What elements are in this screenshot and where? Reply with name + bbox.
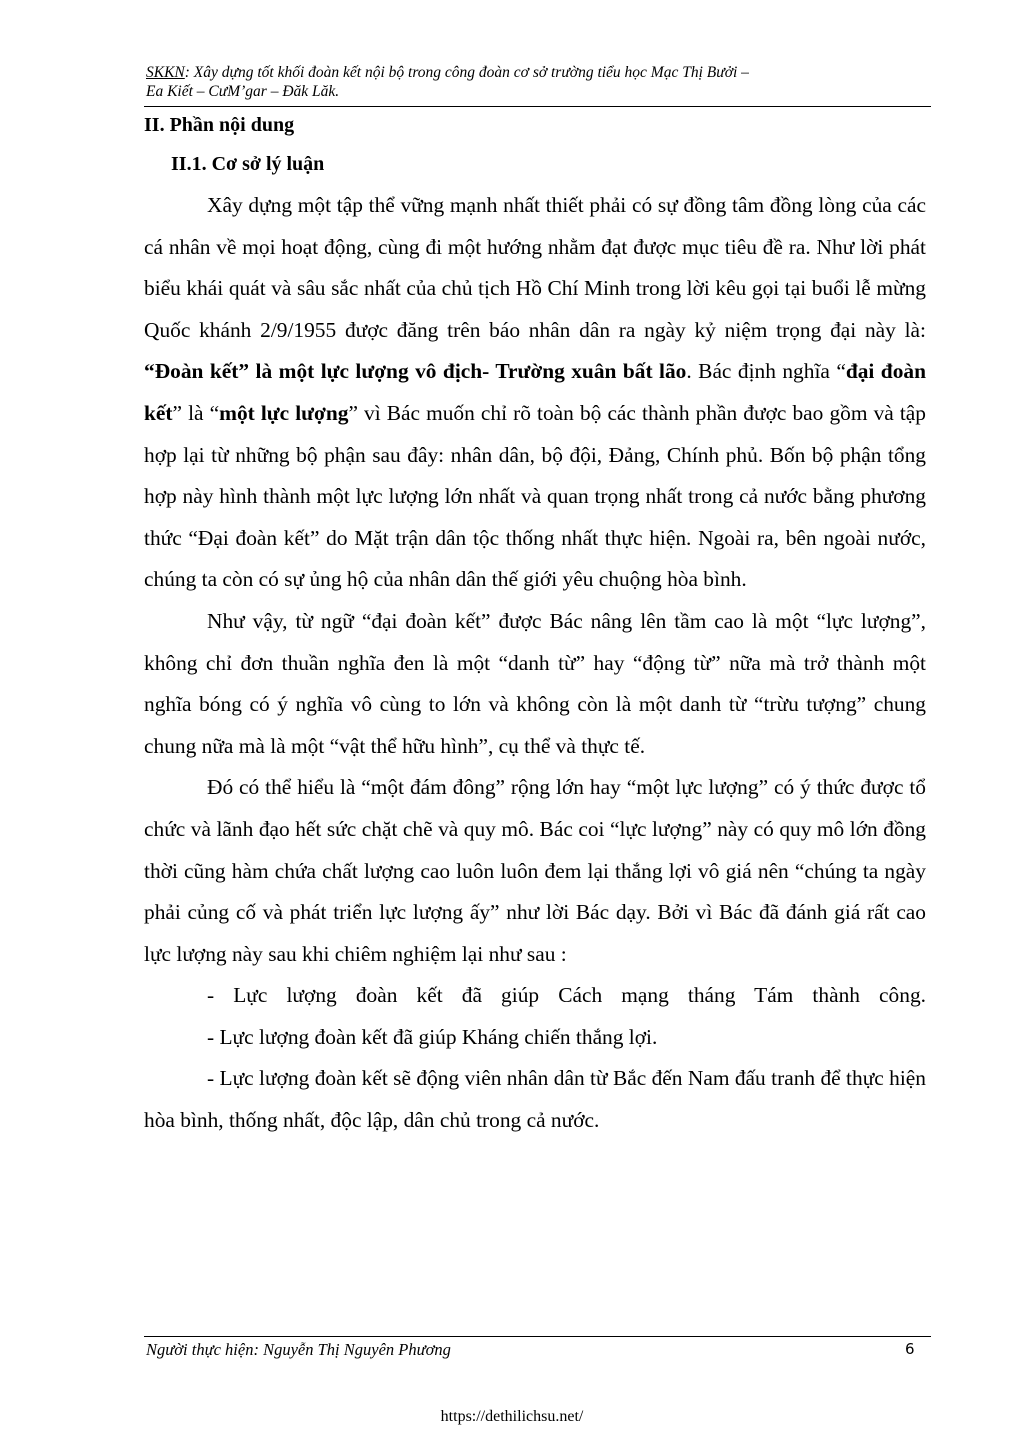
paragraph-1-text-2: . Bác định nghĩa “ [686, 359, 846, 384]
header-line-2: Ea Kiết – CưM’gar – Đăk Lăk. [146, 83, 340, 100]
list-item: - Lực lượng đoàn kết đã giúp Kháng chiến thắng lợi. [207, 1024, 658, 1049]
list-item: - Lực lượng đoàn kết sẽ động viên nhân dân từ Bắc đến Nam đấu tranh để thực hiện hòa bình, thống nhất, độc lập, dân chủ trong cả nước. [144, 1066, 926, 1133]
paragraph-1-bold-quote: “Đoàn kết” là một lực lượng vô địch- Trường xuân bất lão [144, 359, 687, 384]
header-line-1 [146, 63, 930, 82]
list-item: - Lực lượng đoàn kết đã giúp Cách mạng tháng Tám thành công. [207, 983, 926, 1008]
paragraph-3: Đó có thể hiểu là “một đám đông” rộng lớn hay “một lực lượng” có ý thức được tổ chức và lãnh đạo hết sức chặt chẽ và quy mô. Bác coi “lực lượng” này có quy mô lớn đồng thời cũng hàm chứa chất lượng cao luôn luôn đem lại thắng lợi vô giá nên “chúng ta ngày phải củng cố và phát triển lực lượng ấy” như lời Bác dạy. Bởi vì Bác đã đánh giá rất cao lực lượng này sau khi chiêm nghiệm lại như sau : [144, 775, 926, 966]
paragraph-1-text-3: ” là “ [172, 400, 220, 425]
page-number: 6 [905, 1340, 915, 1358]
page-content [144, 106, 926, 1142]
footer-divider [144, 1336, 931, 1337]
paragraph-1-text-4: ” vì Bác muốn chỉ rõ toàn bộ các thành phần được bao gồm và tập hợp lại từ những bộ phận sau đây: nhân dân, bộ đội, Đảng, Chính phủ. Bốn bộ phận tổng hợp này hình thành một lực lượng lớn nhất và quan trọng nhất trong cả nước bằng phương thức “Đại đoàn kết” do Mặt trận dân tộc thống nhất thực hiện. Ngoài ra, bên ngoài nước, chúng ta còn có sự ủng hộ của nhân dân thế giới yêu chuộng hòa bình. [144, 400, 926, 592]
subsection-title: II.1. Cơ sở lý luận [171, 153, 325, 175]
header-prefix: SKKN [146, 64, 185, 81]
paragraph-2: Như vậy, từ ngữ “đại đoàn kết” được Bác nâng lên tầm cao là một “lực lượng”, không chỉ đơn thuần nghĩa đen là một “danh từ” hay “động từ” nữa mà trở thành một nghĩa bóng có ý nghĩa vô cùng to lớn và không còn là một danh từ “trừu tượng” chung chung nữa mà là một “vật thể hữu hình”, cụ thể và thực tế. [144, 608, 926, 758]
header-title-part-1: : Xây dựng tốt khối đoàn kết nội bộ trong công đoàn cơ sở trường tiểu học Mạc Thị Bưởi – [184, 64, 749, 81]
source-url: https://dethilichsu.net/ [440, 1408, 584, 1425]
section-title: II. Phần nội dung [144, 114, 295, 136]
paragraph-1 [144, 185, 926, 601]
paragraph-1-bold-term-1: đại đoàn kết [144, 359, 926, 425]
paragraph-1-bold-term-2: một lực lượng [219, 400, 349, 425]
paragraph-1-text-1: Xây dựng một tập thể vững mạnh nhất thiết phải có sự đồng tâm đồng lòng của các cá nhân về mọi hoạt động, cùng đi một hướng nhằm đạt được mục tiêu đề ra. Như lời phát biểu khái quát và sâu sắc nhất của chủ tịch Hồ Chí Minh trong lời kêu gọi tại buổi lễ mừng Quốc khánh 2/9/1955 được đăng trên báo nhân dân ra ngày kỷ niệm trọng đại này là: [144, 193, 926, 342]
footer-author: Người thực hiện: Nguyễn Thị Nguyên Phương [146, 1340, 451, 1359]
document-header [146, 63, 930, 101]
